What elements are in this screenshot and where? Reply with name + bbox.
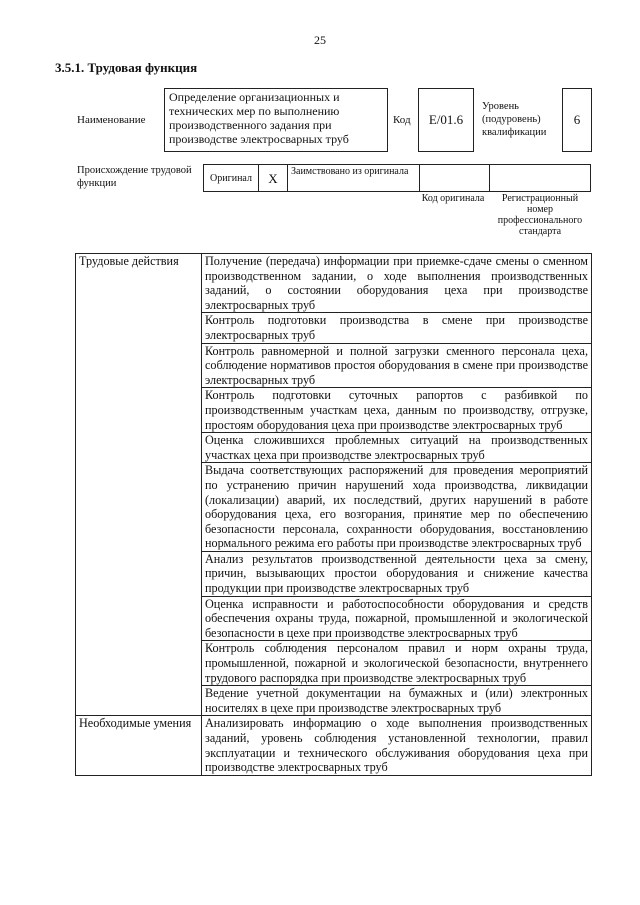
labor-actions-label: Трудовые действия — [76, 254, 202, 716]
origin-label: Происхождение трудовой функции — [77, 165, 192, 189]
borrowed-label: Заимствовано из оригинала — [288, 165, 420, 191]
qualification-level: 6 — [562, 88, 592, 152]
reg-number-cell — [490, 165, 590, 191]
page-number: 25 — [314, 33, 326, 47]
original-mark: X — [259, 165, 288, 191]
table-row — [76, 716, 592, 775]
section-title: 3.5.1. Трудовая функция — [55, 60, 198, 75]
labor-action-item: Выдача соответствующих распоряжений для проведения мероприятий по устранению причин нарушений хода производства, ликвидации (локализации) аварий, их последствий, других нарушений в работе оборудования цеха, его возгорания, принятие мер по обеспечению безопасности персонала, сохранности оборудования, восстановлению нормального режима его работы при производстве электросварных труб — [202, 463, 592, 552]
labor-action-item: Контроль подготовки суточных рапортов с разбивкой по производственным участкам цеха, данным по производству, отгрузке, простоям оборудования цеха при производстве электросварных труб — [202, 388, 592, 433]
labor-action-item: Получение (передача) информации при приемке-сдаче смены о сменном производственном задании, о ходе выполнения производственных заданий, о состоянии оборудования цеха при производстве электросварных труб — [202, 254, 592, 313]
labor-action-item: Анализ результатов производственной деятельности цеха за смену, причин, вызывающих простои оборудования и снижение качества продукции при производстве электросварных труб — [202, 551, 592, 596]
labor-action-item: Контроль подготовки производства в смене при производстве электросварных труб — [202, 313, 592, 343]
labor-action-item: Контроль равномерной и полной загрузки сменного персонала цеха, соблюдение нормативов простоя оборудования в смене при производстве электросварных труб — [202, 343, 592, 388]
labor-action-item: Контроль соблюдения персоналом правил и норм охраны труда, промышленной, пожарной и экологической безопасности, внутреннего трудового распорядка при производстве электросварных труб — [202, 641, 592, 686]
code-original-label: Код оригинала — [421, 193, 485, 204]
skills-label: Необходимые умения — [76, 716, 202, 775]
code-label: Код — [393, 114, 411, 126]
reg-number-label: Регистрационный номер профессионального стандарта — [497, 193, 583, 237]
skill-item: Анализировать информацию о ходе выполнения производственных заданий, уровень соблюдения установленной технологии, правил эксплуатации и технического обслуживания оборудования цеха при производстве электросварных труб — [202, 716, 592, 775]
table-row — [76, 254, 592, 313]
code-original-cell — [420, 165, 490, 191]
main-table — [75, 253, 592, 776]
name-label: Наименование — [77, 114, 146, 126]
labor-action-item: Оценка сложившихся проблемных ситуаций на производственных участках цеха при производстве электросварных труб — [202, 433, 592, 463]
labor-action-item: Оценка исправности и работоспособности оборудования и средств обеспечения охраны труда, пожарной, промышленной и экологической безопасности в цехе при производстве электросварных труб — [202, 596, 592, 641]
function-code: E/01.6 — [418, 88, 474, 152]
labor-action-item: Ведение учетной документации на бумажных и (или) электронных носителях в цехе при производстве электросварных труб — [202, 686, 592, 716]
original-label: Оригинал — [204, 165, 259, 191]
level-label: Уровень (подуровень) квалификации — [482, 101, 547, 138]
function-name: Определение организационных и технических мер по выполнению производственного задания при производстве электросварных труб — [164, 88, 388, 152]
origin-row — [203, 164, 591, 192]
